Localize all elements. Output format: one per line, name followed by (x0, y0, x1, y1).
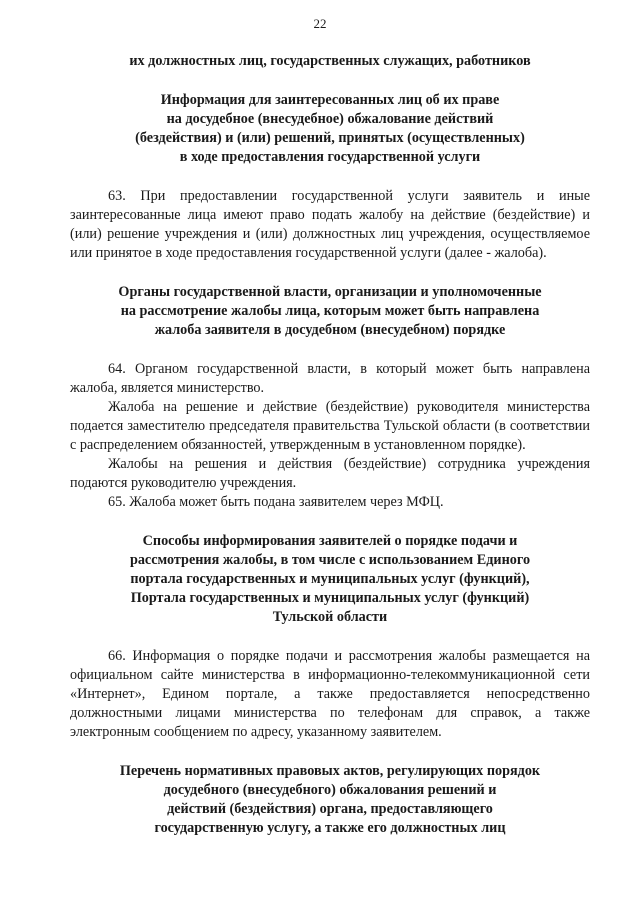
heading-line: Перечень нормативных правовых актов, регулирующих порядок (119, 763, 541, 779)
paragraph-64-head-complaint: Жалоба на решение и действие (бездействие) руководителя министерства подается заместителю председателя правительства Тульской области (в соответствии с распределением обязанностей, утвержденным в установленном порядке). (70, 399, 590, 453)
heading-line: досудебного (внесудебного) обжалования решений и (163, 782, 497, 798)
heading-line: на рассмотрение жалобы лица, которым может быть направлена (120, 303, 540, 319)
heading-line: Органы государственной власти, организации и уполномоченные (118, 284, 542, 300)
heading-line: (бездействия) и (или) решений, принятых (осуществленных) (135, 130, 525, 146)
paragraph-64: 64. Органом государственной власти, в который может быть направлена жалоба, является министерство. (70, 361, 590, 396)
heading-line: действий (бездействия) органа, предоставляющего (167, 801, 493, 817)
section-heading-organs (70, 283, 590, 340)
heading-line: Портала государственных и муниципальных услуг (функций) (130, 590, 530, 606)
heading-line: портала государственных и муниципальных услуг (функций), (130, 571, 530, 587)
section-heading-info-rights (70, 91, 590, 167)
page-number: 22 (313, 16, 327, 31)
paragraph-63: 63. При предоставлении государственной услуги заявитель и иные заинтересованные лица имеют право подать жалобу на действие (бездействие) и (или) решение учреждения и (или) должностных лиц учреждения, осуществляемое или принятое в ходе предоставления государственной услуги (далее - жалоба). (70, 188, 590, 261)
paragraph-65: 65. Жалоба может быть подана заявителем через МФЦ. (108, 494, 444, 510)
paragraph-64-staff-complaint: Жалобы на решения и действия (бездействие) сотрудника учреждения подаются руководителю учреждения. (70, 456, 590, 491)
paragraph-66: 66. Информация о порядке подачи и рассмотрения жалобы размещается на официальном сайте министерства в информационно-телекоммуникационной сети «Интернет», Едином портале, а также предоставляется непосредственно должностными лицами министерства по телефонам для справок, а также электронным сообщением по адресу, указанному заявителем. (70, 648, 590, 740)
heading-line: Информация для заинтересованных лиц об их праве (160, 92, 500, 108)
section-heading-legal-acts (70, 762, 590, 838)
heading-line: государственную услугу, а также его должностных лиц (154, 820, 506, 836)
heading-line: в ходе предоставления государственной услуги (179, 149, 481, 165)
heading-line: рассмотрения жалобы, в том числе с использованием Единого (129, 552, 531, 568)
heading-line: их должностных лиц, государственных служащих, работников (129, 53, 531, 69)
page-content (70, 52, 590, 838)
section-heading-methods (70, 532, 590, 627)
heading-line: Тульской области (272, 609, 388, 625)
heading-line: жалоба заявителя в досудебном (внесудебном) порядке (154, 322, 506, 338)
heading-line: Способы информирования заявителей о порядке подачи и (142, 533, 518, 549)
section-heading-continued (70, 52, 590, 71)
heading-line: на досудебное (внесудебное) обжалование действий (166, 111, 494, 127)
